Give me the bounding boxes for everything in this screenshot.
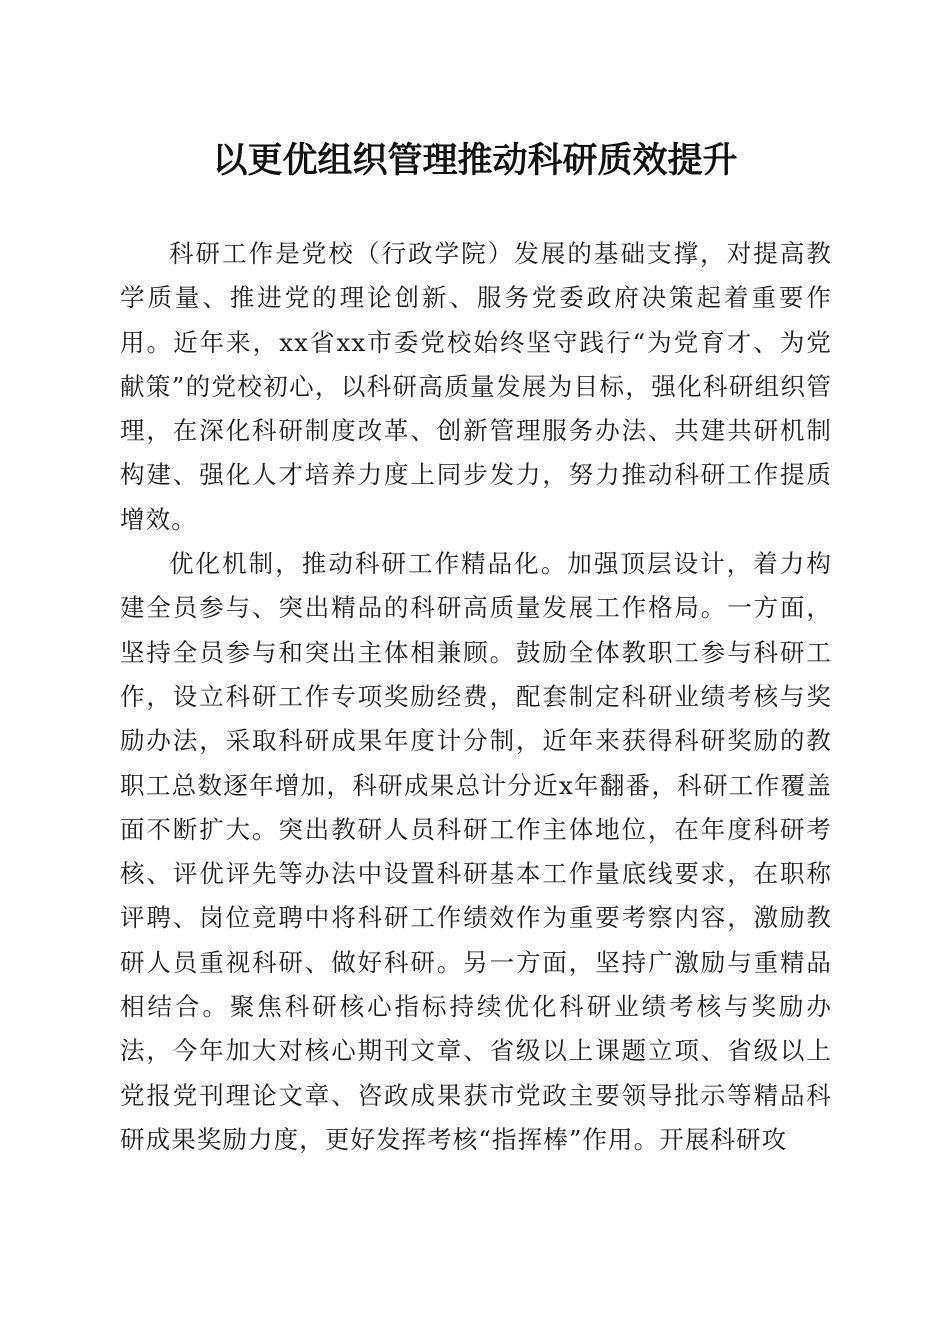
paragraph-optimize-mechanism: 优化机制，推动科研工作精品化。加强顶层设计，着力构建全员参与、突出精品的科研高质量发展工作格局。一方面，坚持全员参与和突出主体相兼顾。鼓励全体教职工参与科研工作，设立科研工作专项奖励经费，配套制定科研业绩考核与奖励办法，采取科研成果年度计分制，近年来获得科研奖励的教职工总数逐年增加，科研成果总计分近x年翻番，科研工作覆盖面不断扩大。突出教研人员科研工作主体地位，在年度科研考核、评优评先等办法中设置科研基本工作量底线要求，在职称评聘、岗位竞聘中将科研工作绩效作为重要考察内容，激励教研人员重视科研、做好科研。另一方面，坚持广激励与重精品相结合。聚焦科研核心指标持续优化科研业绩考核与奖励办法，今年加大对核心期刊文章、省级以上课题立项、省级以上党报党刊理论文章、咨政成果获市党政主要领导批示等精品科研成果奖励力度，更好发挥考核“指挥棒”作用。开展科研攻 — [120, 549, 832, 1154]
paragraph-intro: 科研工作是党校（行政学院）发展的基础支撑，对提高教学质量、推进党的理论创新、服务党委政府决策起着重要作用。近年来，xx省xx市委党校始终坚守践行“为党育才、为党献策”的党校初心，以科研高质量发展为目标，强化科研组织管理，在深化科研制度改革、创新管理服务办法、共建共研机制构建、强化人才培养力度上同步发力，努力推动科研工作提质增效。 — [120, 239, 832, 534]
document-title: 以更优组织管理推动科研质效提升 — [212, 141, 738, 181]
document-body — [120, 232, 832, 1162]
